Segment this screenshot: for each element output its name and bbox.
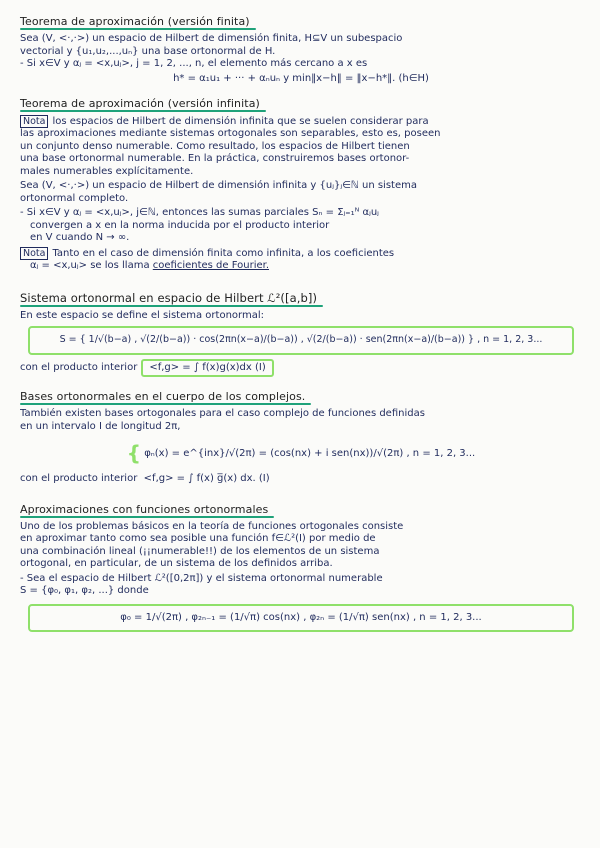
heading-finite-theorem: Teorema de aproximación (versión finita)	[20, 15, 250, 28]
section-complex-bases	[20, 385, 582, 486]
infinite-line-7: ortonormal completo.	[20, 192, 129, 204]
infinite-line-9: convergen a x en la norma inducida por el producto interior	[30, 219, 330, 231]
infinite-note2-line-2	[20, 260, 582, 273]
infinite-line-6: Sea (V, <·,·>) un espacio de Hilbert de dimensión infinita y {uⱼ}ⱼ∈ℕ un sistema	[20, 180, 417, 191]
complex-inner-product-label: con el producto interior	[20, 473, 138, 484]
orthonormal-inner-product-line	[20, 359, 582, 378]
infinite-note2-line-1	[20, 247, 582, 261]
infinite-note-line-3: un conjunto denso numerable. Como resultado, los espacios de Hilbert tienen	[20, 140, 410, 152]
note-badge: Nota	[20, 115, 48, 128]
complex-line-2: en un intervalo I de longitud 2π,	[20, 420, 181, 432]
complex-line-1: También existen bases ortogonales para el caso complejo de funciones definidas	[20, 408, 425, 419]
inner-product-formula: <f,g> = ∫ f(x)g(x)dx (I)	[141, 359, 273, 378]
complex-inner-product-formula: <f,g> = ∫ f(x) g̅(x) dx. (I)	[143, 473, 270, 484]
complex-formula-row	[20, 441, 582, 465]
approx-line-6: S = {φ₀, φ₁, φ₂, ...} donde	[20, 585, 149, 596]
finite-line-1: Sea (V, <·,·>) un espacio de Hilbert de dimensión finita, H⊆V un subespacio	[20, 33, 403, 44]
infinite-line-10: en V cuando N → ∞.	[30, 232, 130, 243]
orthonormal-system-formula: S = { 1/√(b−a) , √(2/(b−a)) · cos(2πn(x−a)/(b−a)) , √(2/(b−a)) · sen(2πn(x−a)/(b−a)) } , n = 1, 2, 3...	[59, 334, 543, 345]
orthonormal-system-formula-box	[28, 326, 574, 355]
finite-line-3: - Si x∈V y αⱼ = <x,uⱼ>, j = 1, 2, ..., n, el elemento más cercano a x es	[20, 58, 368, 69]
section-finite-theorem	[20, 10, 582, 84]
infinite-note-text-1: los espacios de Hilbert de dimensión infinita que se suelen considerar para	[52, 115, 429, 127]
infinite-note-line-2: las aproximaciones mediante sistemas ortogonales son separables, esto es, poseen	[20, 128, 441, 139]
section-infinite-theorem	[20, 92, 582, 273]
infinite-note2-text: Tanto en el caso de dimensión finita como infinita, a los coeficientes	[52, 247, 395, 259]
orthonormal-line-1: En este espacio se define el sistema ortonormal:	[20, 309, 264, 321]
approx-formula-box	[28, 604, 574, 633]
coef-text: αⱼ = <x,uⱼ> se los llama	[30, 260, 153, 271]
approx-line-3: una combinación lineal (¡¡numerable!!) de los elementos de un sistema	[20, 545, 380, 557]
section-approximations	[20, 498, 582, 633]
infinite-note-line-4: una base ortonormal numerable. En la práctica, construiremos bases ortonor-	[20, 153, 410, 164]
approx-formula: φ₀ = 1/√(2π) , φ₂ₙ₋₁ = (1/√π) cos(nx) , φ₂ₙ = (1/√π) sen(nx) , n = 1, 2, 3...	[120, 611, 482, 623]
inner-product-label: con el producto interior	[20, 361, 138, 373]
approx-line-4: ortogonal, en particular, de un sistema de los definidos arriba.	[20, 558, 333, 569]
heading-complex-bases: Bases ortonormales en el cuerpo de los complejos.	[20, 390, 306, 403]
complex-inner-product-line	[20, 473, 582, 486]
infinite-note-line-5: males numerables explícitamente.	[20, 165, 194, 177]
brace-icon: {	[126, 441, 142, 465]
note-badge-2: Nota	[20, 247, 48, 260]
heading-orthonormal-system: Sistema ortonormal en espacio de Hilbert ℒ²([a,b])	[20, 290, 318, 305]
heading-infinite-theorem: Teorema de aproximación (versión infinita)	[20, 96, 260, 110]
finite-formula: h* = α₁u₁ + ··· + αₙuₙ y min‖x−h‖ = ‖x−h*‖. (h∈H)	[173, 72, 429, 84]
infinite-line-8: - Si x∈V y αⱼ = <x,uⱼ>, j∈ℕ, entonces las sumas parciales Sₙ = Σⱼ₌₁ᴺ αⱼuⱼ	[20, 207, 379, 218]
approx-line-5: - Sea el espacio de Hilbert ℒ²([0,2π]) y el sistema ortonormal numerable	[20, 572, 383, 584]
finite-line-2: vectorial y {u₁,u₂,...,uₙ} una base ortonormal de H.	[20, 45, 276, 57]
section-orthonormal-system	[20, 287, 582, 378]
complex-formula: φₙ(x) = e^{inx}/√(2π) = (cos(nx) + i sen(nx))/√(2π) , n = 1, 2, 3...	[144, 448, 476, 459]
approx-line-1: Uno de los problemas básicos en la teoría de funciones ortogonales consiste	[20, 520, 404, 532]
approx-line-2: en aproximar tanto como sea posible una función f∈ℒ²(I) por medio de	[20, 533, 376, 544]
heading-approximations: Aproximaciones con funciones ortonormales	[20, 502, 269, 516]
infinite-note-line-1	[20, 115, 582, 129]
fourier-coefficients-term: coeficientes de Fourier.	[152, 260, 270, 271]
